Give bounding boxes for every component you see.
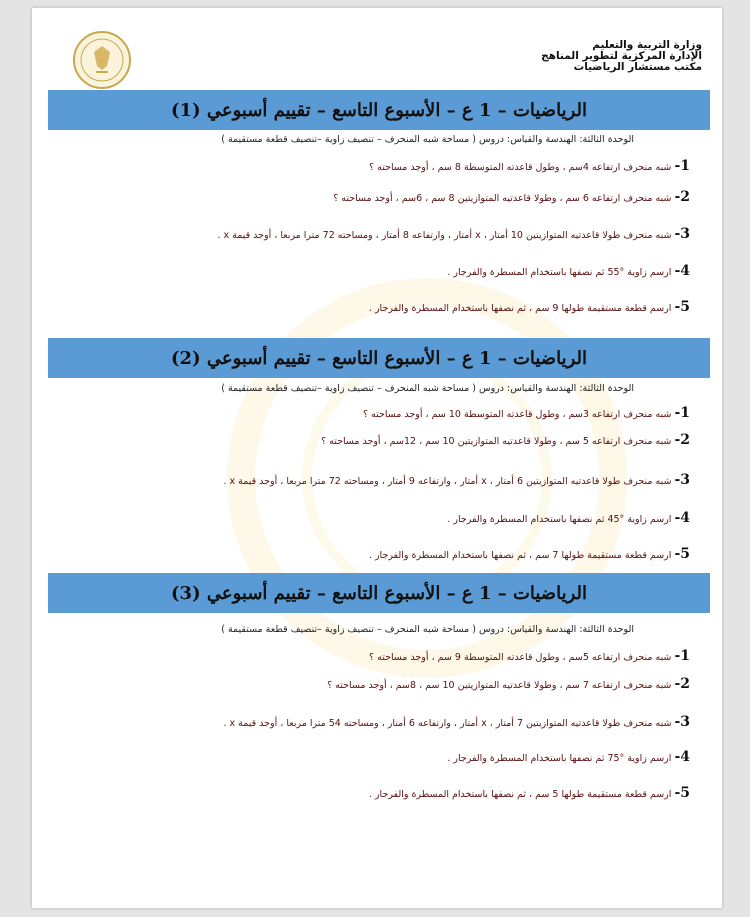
section-2-title: الرياضيات – 1 ع – الأسبوع التاسع – تقييم أسبوعي (2) — [171, 347, 587, 369]
question-text: شبه منحرف طولا قاعدتيه المتوازيتين 10 أمتار ، x أمتار ، وارتفاعه 8 أمتار ، ومساحته 72 مترا مربعا ، أوجد قيمة x . — [217, 230, 672, 241]
egypt-ministry-seal-icon — [72, 30, 132, 90]
question-text: شبه منحرف طولا قاعدتيه المتوازيتين 6 أمتار ، x أمتار ، وارتفاعه 9 أمتار ، ومساحته 72 مترا مربعا ، أوجد قيمة x . — [223, 476, 672, 487]
section-2-unit: الوحدة الثالثة: الهندسة والقياس: دروس ( مساحة شبه المنحرف – تنصيف زاوية –تنصيف قطعة مستقيمة ) — [221, 383, 634, 394]
question-number: 3- — [674, 472, 690, 488]
question-item — [447, 510, 690, 526]
question-text: شبه منحرف ارتفاعه 5سم ، وطول قاعدته المتوسطة 9 سم ، أوجد مساحته ؟ — [369, 652, 672, 663]
question-number: 4- — [674, 510, 690, 526]
question-item — [369, 158, 690, 174]
question-number: 5- — [674, 785, 690, 801]
header-line-department: الإدارة المركزية لتطوير المناهج — [541, 50, 702, 62]
question-item — [369, 648, 690, 664]
question-item — [369, 785, 690, 801]
question-item — [217, 226, 690, 242]
question-number: 2- — [674, 676, 690, 692]
section-1-banner — [48, 90, 710, 130]
question-text: ارسم زاوية °55 ثم نصفها باستخدام المسطرة والفرجار . — [447, 267, 672, 278]
question-item — [333, 189, 690, 205]
question-text: ارسم قطعة مستقيمة طولها 5 سم ، ثم نصفها باستخدام المسطرة والفرجار . — [368, 789, 672, 800]
question-number: 3- — [674, 714, 690, 730]
header-line-ministry: وزارة التربية والتعليم — [592, 39, 702, 51]
question-number: 1- — [674, 648, 690, 664]
section-3-unit: الوحدة الثالثة: الهندسة والقياس: دروس ( مساحة شبه المنحرف – تنصيف زاوية –تنصيف قطعة مستقيمة ) — [221, 624, 634, 635]
section-3-title: الرياضيات – 1 ع – الأسبوع التاسع – تقييم أسبوعي (3) — [171, 582, 587, 604]
question-text: ارسم قطعة مستقيمة طولها 9 سم ، ثم نصفها باستخدام المسطرة والفرجار . — [368, 303, 672, 314]
header-line-office: مكتب مستشار الرياضيات — [573, 61, 702, 73]
question-number: 2- — [674, 432, 690, 448]
question-item — [363, 405, 690, 421]
document-page — [32, 8, 722, 908]
question-item — [321, 432, 690, 448]
question-item — [223, 714, 690, 730]
section-1-unit: الوحدة الثالثة: الهندسة والقياس: دروس ( مساحة شبه المنحرف – تنصيف زاوية –تنصيف قطعة مستقيمة ) — [221, 134, 634, 145]
question-number: 1- — [674, 405, 690, 421]
question-number: 2- — [674, 189, 690, 205]
question-item — [327, 676, 690, 692]
question-number: 5- — [674, 299, 690, 315]
question-text: شبه منحرف ارتفاعه 3سم ، وطول قاعدته المتوسطة 10 سم ، أوجد مساحته ؟ — [363, 409, 672, 420]
question-number: 3- — [674, 226, 690, 242]
section-3-banner — [48, 573, 710, 613]
question-text: شبه منحرف ارتفاعه 6 سم ، وطولا قاعدتيه المتوازيتين 8 سم ، 6سم ، أوجد مساحته ؟ — [333, 193, 672, 204]
question-item — [223, 472, 690, 488]
question-number: 1- — [674, 158, 690, 174]
question-item — [447, 749, 690, 765]
question-item — [447, 263, 690, 279]
question-text: ارسم زاوية °75 ثم نصفها باستخدام المسطرة والفرجار . — [447, 753, 672, 764]
section-2-banner — [48, 338, 710, 378]
question-text: شبه منحرف ارتفاعه 4سم ، وطول قاعدته المتوسطة 8 سم ، أوجد مساحته ؟ — [369, 162, 672, 173]
question-text: ارسم قطعة مستقيمة طولها 7 سم ، ثم نصفها باستخدام المسطرة والفرجار . — [368, 550, 672, 561]
question-number: 4- — [674, 749, 690, 765]
question-text: ارسم زاوية °45 ثم نصفها باستخدام المسطرة والفرجار . — [447, 514, 672, 525]
question-item — [369, 299, 690, 315]
question-item — [369, 546, 690, 562]
section-1-title: الرياضيات – 1 ع – الأسبوع التاسع – تقييم أسبوعي (1) — [171, 99, 587, 121]
question-text: شبه منحرف ارتفاعه 7 سم ، وطولا قاعدتيه المتوازيتين 10 سم ، 8سم ، أوجد مساحته ؟ — [327, 680, 672, 691]
ministry-header — [541, 40, 702, 73]
question-number: 4- — [674, 263, 690, 279]
question-text: شبه منحرف ارتفاعه 5 سم ، وطولا قاعدتيه المتوازيتين 10 سم ، 12سم ، أوجد مساحته ؟ — [321, 436, 672, 447]
question-text: شبه منحرف طولا قاعدتيه المتوازيتين 7 أمتار ، x أمتار ، وارتفاعه 6 أمتار ، ومساحته 54 مترا مربعا ، أوجد قيمة x . — [223, 718, 672, 729]
question-number: 5- — [674, 546, 690, 562]
